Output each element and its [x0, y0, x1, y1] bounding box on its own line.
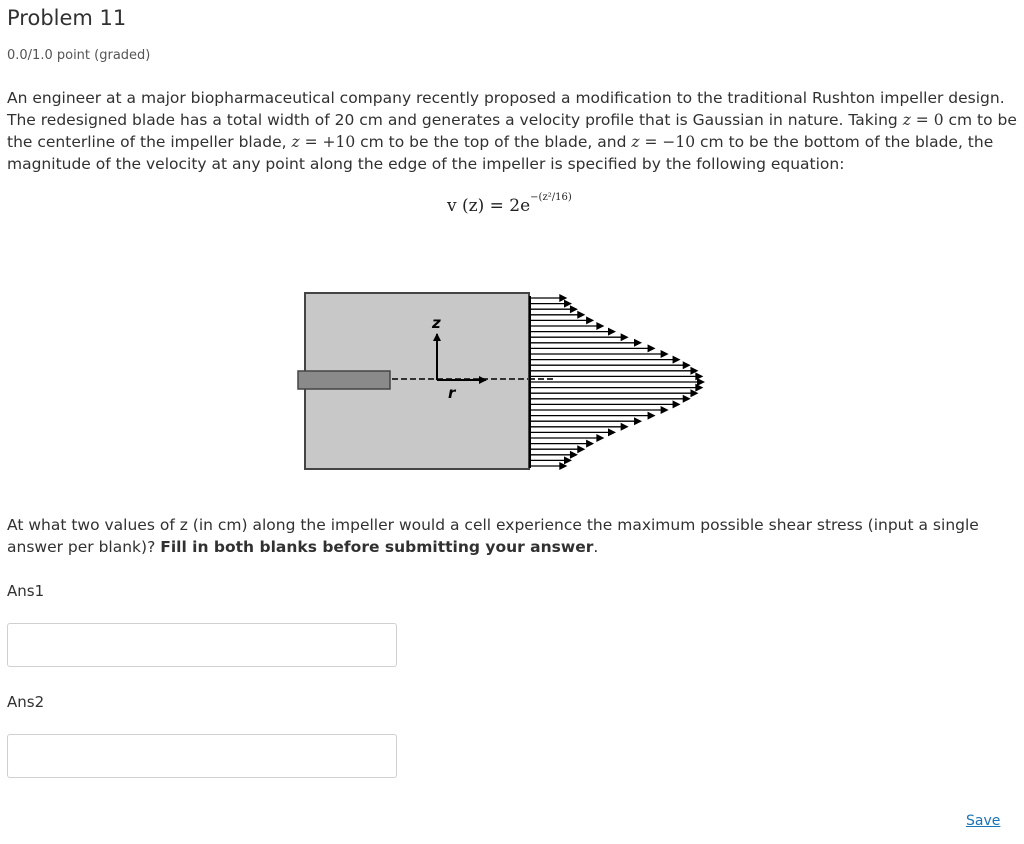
velocity-arrowhead	[648, 412, 656, 420]
velocity-arrowhead	[596, 434, 604, 442]
velocity-arrowhead	[634, 417, 642, 425]
velocity-arrowhead	[608, 428, 616, 436]
points-status: 0.0/1.0 point (graded)	[7, 48, 151, 63]
velocity-arrowhead	[697, 378, 705, 386]
velocity-arrowhead	[683, 395, 691, 403]
velocity-arrowhead	[648, 344, 656, 352]
problem-title: Problem 11	[7, 6, 127, 30]
velocity-arrowhead	[673, 400, 681, 408]
question-text: At what two values of z (in cm) along the impeller would a cell experience the maximum possible shear stress (input a single answer per blank)? Fill in both blanks before submitting your answer.	[7, 516, 979, 556]
velocity-arrowhead	[570, 305, 578, 313]
velocity-arrowhead	[683, 361, 691, 369]
velocity-arrowhead	[634, 339, 642, 347]
impeller-figure	[296, 288, 716, 478]
r-axis-label: r	[448, 384, 456, 402]
impeller-shaft	[298, 371, 390, 389]
ans2-input[interactable]	[7, 734, 397, 778]
velocity-arrowhead	[661, 406, 669, 414]
z-axis-label: z	[432, 314, 441, 332]
velocity-arrowhead	[570, 451, 578, 459]
velocity-arrowhead	[577, 311, 585, 319]
velocity-arrowhead	[621, 333, 629, 341]
ans1-label: Ans1	[7, 582, 45, 600]
velocity-equation: v $(z) = 2e^{-(z^2/16)}$	[447, 192, 572, 216]
velocity-arrowhead	[621, 423, 629, 431]
velocity-arrowhead	[577, 445, 585, 453]
velocity-profile	[530, 294, 705, 470]
velocity-arrowhead	[586, 316, 594, 324]
problem-description: An engineer at a major biopharmaceutical company recently proposed a modification to the traditional Rushton impeller design. The redesigned blade has a total width of 20 cm and generates a velocity profile that is Gaussian in nature. Taking z = 0 cm to be the centerline of the impeller blade, z = +10 cm to be the top of the blade, and z = −10 cm to be the bottom of the blade, the magnitude of the velocity at any point along the edge of the impeller is specified by the following equation:	[7, 89, 1017, 173]
velocity-arrowhead	[673, 356, 681, 364]
save-link[interactable]: Save	[966, 813, 1001, 829]
velocity-arrowhead	[586, 440, 594, 448]
velocity-arrowhead	[596, 322, 604, 330]
velocity-arrowhead	[608, 328, 616, 336]
ans1-input[interactable]	[7, 623, 397, 667]
ans2-label: Ans2	[7, 693, 45, 711]
velocity-arrowhead	[661, 350, 669, 358]
